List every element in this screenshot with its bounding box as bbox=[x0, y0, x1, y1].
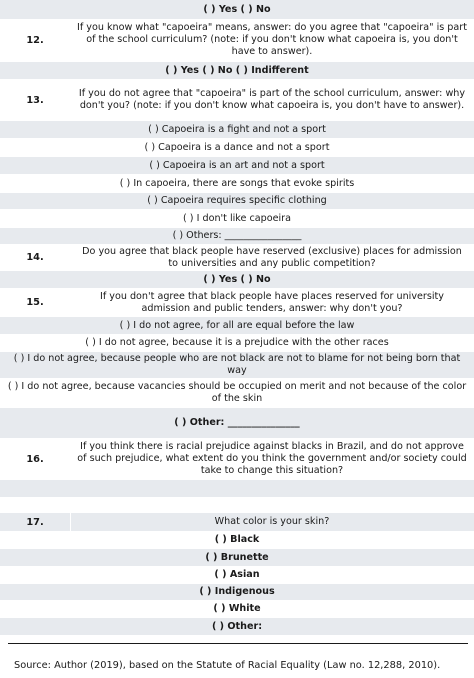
answer-option-row bbox=[0, 210, 474, 228]
answer-option-row bbox=[0, 379, 474, 408]
answer-option: ( ) I do not agree, because it is a prejudice with the other races bbox=[85, 337, 389, 349]
answer-option-row bbox=[0, 531, 474, 549]
question-number: 12. bbox=[26, 34, 44, 46]
answer-option-row bbox=[0, 271, 474, 289]
answer-option: ( ) Capoeira is a fight and not a sport bbox=[148, 123, 326, 135]
question-row bbox=[0, 20, 474, 61]
answer-option-row bbox=[0, 567, 474, 584]
answer-option-row bbox=[0, 352, 474, 379]
answer-option: ( ) Brunette bbox=[205, 551, 269, 563]
column-divider bbox=[70, 20, 71, 61]
answer-option-row bbox=[0, 228, 474, 245]
answer-option: ( ) Indigenous bbox=[199, 586, 275, 598]
answer-option: ( ) White bbox=[213, 603, 261, 615]
answer-option: ( ) I don't like capoeira bbox=[183, 212, 291, 224]
answer-option-row bbox=[0, 193, 474, 210]
answer-option: ( ) I do not agree, because people who are not black are not to blame for not being born that way bbox=[13, 353, 461, 376]
question-row bbox=[0, 439, 474, 480]
column-divider bbox=[70, 439, 71, 480]
question-text: Do you agree that black people have reserved (exclusive) places for admission to universities and any public competition? bbox=[82, 245, 462, 269]
question-number: 15. bbox=[26, 297, 44, 308]
answer-option-row bbox=[0, 317, 474, 335]
answer-option-row bbox=[0, 0, 474, 20]
question-text: If you do not agree that "capoeira" is part of the school curriculum, answer: why don't you? (note: if you don't know what capoeira is, you don't have to answer). bbox=[78, 88, 466, 111]
answer-option-row bbox=[0, 175, 474, 193]
question-number: 16. bbox=[26, 453, 44, 465]
answer-option-row bbox=[0, 549, 474, 567]
question-text: If you know what "capoeira" means, answer: do you agree that "capoeira" is part of the school curriculum? (note: if you don't know what capoeira is, you don't have to answer). bbox=[77, 22, 467, 57]
answer-option: ( ) In capoeira, there are songs that evoke spirits bbox=[119, 177, 355, 189]
column-divider bbox=[70, 245, 71, 271]
answer-option-row bbox=[0, 584, 474, 601]
answer-option-row bbox=[0, 139, 474, 157]
answer-option: ( ) Yes ( ) No bbox=[203, 273, 271, 285]
answer-option: ( ) Asian bbox=[214, 569, 260, 581]
answer-option: ( ) Yes ( ) No bbox=[203, 3, 271, 15]
answer-option-row bbox=[0, 335, 474, 352]
question-row bbox=[0, 245, 474, 271]
answer-option-row bbox=[0, 157, 474, 175]
question-row bbox=[0, 513, 474, 532]
answer-option-row bbox=[0, 62, 474, 80]
answer-option: ( ) Capoeira is an art and not a sport bbox=[149, 159, 325, 171]
answer-option-row bbox=[0, 121, 474, 139]
bottom-rule bbox=[8, 643, 468, 644]
column-divider bbox=[70, 80, 71, 121]
answer-option: ( ) I do not agree, because vacancies should be occupied on merit and not because of the color of the skin bbox=[7, 381, 467, 404]
question-number: 14. bbox=[26, 252, 44, 263]
question-row bbox=[0, 289, 474, 317]
answer-option: ( ) Other: _______________ bbox=[174, 417, 300, 429]
question-number: 17. bbox=[26, 516, 44, 528]
answer-option: ( ) Capoeira requires specific clothing bbox=[147, 195, 327, 207]
question-text: If you don't agree that black people have places reserved for university admission and public tenders, answer: why don't you? bbox=[100, 290, 444, 314]
answer-option-row bbox=[0, 408, 474, 439]
question-text: What color is your skin? bbox=[214, 516, 330, 528]
blank-answer-row bbox=[0, 498, 474, 513]
column-divider bbox=[70, 513, 71, 532]
answer-option: ( ) Capoeira is a dance and not a sport bbox=[144, 141, 330, 153]
answer-option-row bbox=[0, 618, 474, 636]
question-row bbox=[0, 80, 474, 121]
answer-option: ( ) Black bbox=[214, 533, 260, 545]
answer-option: ( ) I do not agree, for all are equal before the law bbox=[119, 319, 355, 331]
question-number: 13. bbox=[26, 94, 44, 106]
question-text: If you think there is racial prejudice against blacks in Brazil, and do not approve of such prejudice, what extent do you think the government and/or society could take to change this situation? bbox=[77, 441, 467, 476]
column-divider bbox=[70, 289, 71, 317]
blank-answer-row bbox=[0, 480, 474, 498]
answer-option-row bbox=[0, 601, 474, 618]
answer-option: ( ) Others: ________________ bbox=[172, 230, 302, 242]
answer-option: ( ) Yes ( ) No ( ) Indifferent bbox=[165, 64, 309, 76]
source-note: Source: Author (2019), based on the Statute of Racial Equality (Law no. 12,288, 2010). bbox=[14, 660, 441, 671]
answer-option: ( ) Other: bbox=[211, 620, 263, 632]
